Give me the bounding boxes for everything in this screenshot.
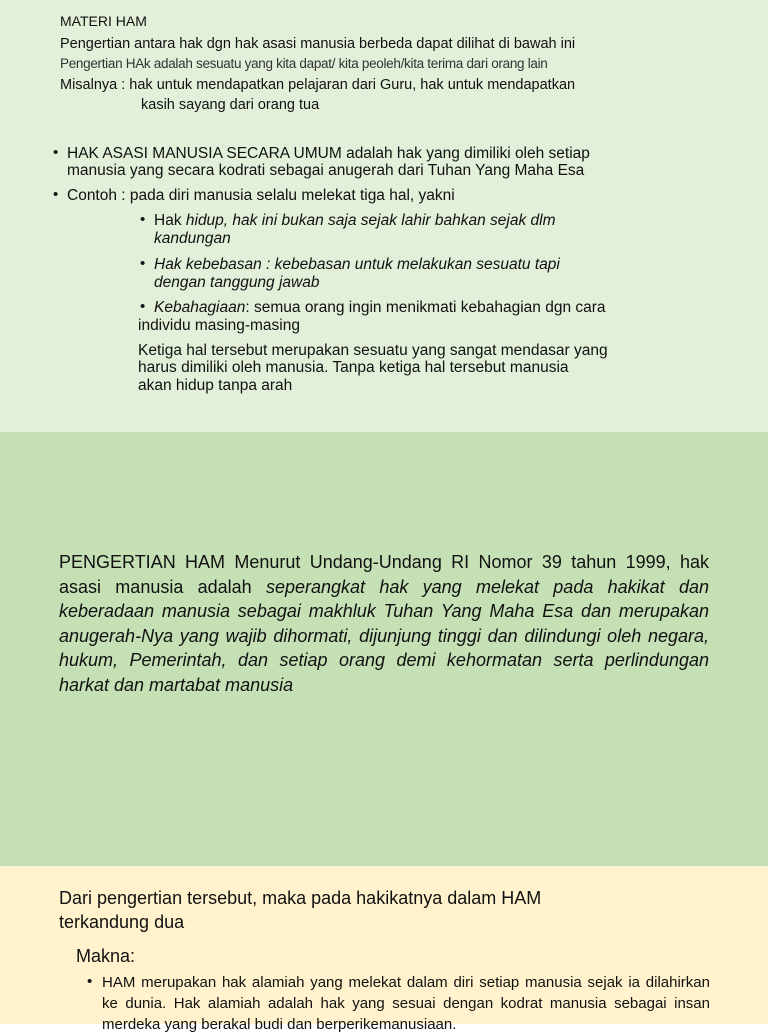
sub-text: dengan tanggung jawab (154, 274, 320, 291)
definition-paragraph (59, 550, 709, 697)
text-line: Pengertian antara hak dgn hak asasi manusia berbeda dapat dilihat di bawah ini (60, 36, 576, 52)
sub-text: Hak kebebasan : kebebasan untuk melakukan sesuatu tapi (154, 256, 560, 273)
bullet-icon: • (140, 255, 146, 272)
intro-text: terkandung dua (59, 912, 185, 932)
text-line: Misalnya : hak untuk mendapatkan pelajaran dari Guru, hak untuk mendapatkan (60, 77, 576, 93)
definition-normal: PENGERTIAN HAM Menurut Undang-Undang RI Nomor 39 tahun 1999, hak asasi manusia adalah (59, 552, 709, 597)
text-line: Pengertian HAk adalah sesuatu yang kita dapat/ kita peoleh/kita terima dari orang lain (60, 56, 548, 71)
bullet-icon: • (140, 211, 146, 228)
sub-lead: Kebahagiaan (154, 299, 246, 316)
bullet-text: manusia yang secara kodrati sebagai anugerah dari Tuhan Yang Maha Esa (67, 162, 585, 179)
slide-title: MATERI HAM (60, 13, 147, 29)
bullet-text: Contoh : pada diri manusia selalu melekat tiga hal, yakni (67, 187, 455, 204)
bullet-icon: • (53, 144, 59, 161)
slide-materi-ham (0, 0, 768, 432)
sub-text: individu masing-masing (138, 317, 300, 334)
intro-text: Dari pengertian tersebut, maka pada hakikatnya dalam HAM (59, 888, 542, 908)
text-line: kasih sayang dari orang tua (141, 97, 320, 113)
closing-text: akan hidup tanpa arah (138, 377, 293, 394)
slide-makna-ham (0, 866, 768, 1033)
bullet-text: HAM merupakan hak alamiah yang melekat dalam diri setiap manusia sejak ia dilahirkan ke dunia. Hak alamiah adalah hak yang sesuai dengan kodrat manusia sebagai insan merdeka yang berakal budi dan berperikemanusiaan. (102, 974, 710, 1033)
sub-lead: Hak (154, 212, 186, 229)
bullet-text: HAK ASASI MANUSIA SECARA UMUM adalah hak yang dimiliki oleh setiap (67, 145, 590, 162)
bullet-icon: • (53, 186, 59, 203)
sub-text: hidup, hak ini bukan saja sejak lahir bahkan sejak dlm (185, 212, 556, 229)
sub-text: : semua orang ingin menikmati kebahagian dgn cara (245, 299, 606, 316)
bullet-icon: • (140, 298, 146, 315)
sub-text: kandungan (154, 230, 231, 247)
definition-italic: seperangkat hak yang melekat pada hakikat dan keberadaan manusia sebagai makhluk Tuhan Yang Maha Esa dan merupakan anugerah-Nya yang wajib dihormati, dijunjung tinggi dan dilindungi oleh negara, hukum, Pemerintah, dan setiap orang demi kehormatan serta perlindungan harkat dan martabat manusia (59, 576, 709, 695)
closing-text: harus dimiliki oleh manusia. Tanpa ketiga hal tersebut manusia (138, 359, 569, 376)
slide-pengertian-ham (0, 432, 768, 866)
bullet-icon: • (87, 973, 93, 990)
closing-text: Ketiga hal tersebut merupakan sesuatu yang sangat mendasar yang (138, 342, 608, 359)
makna-heading: Makna: (76, 946, 136, 966)
